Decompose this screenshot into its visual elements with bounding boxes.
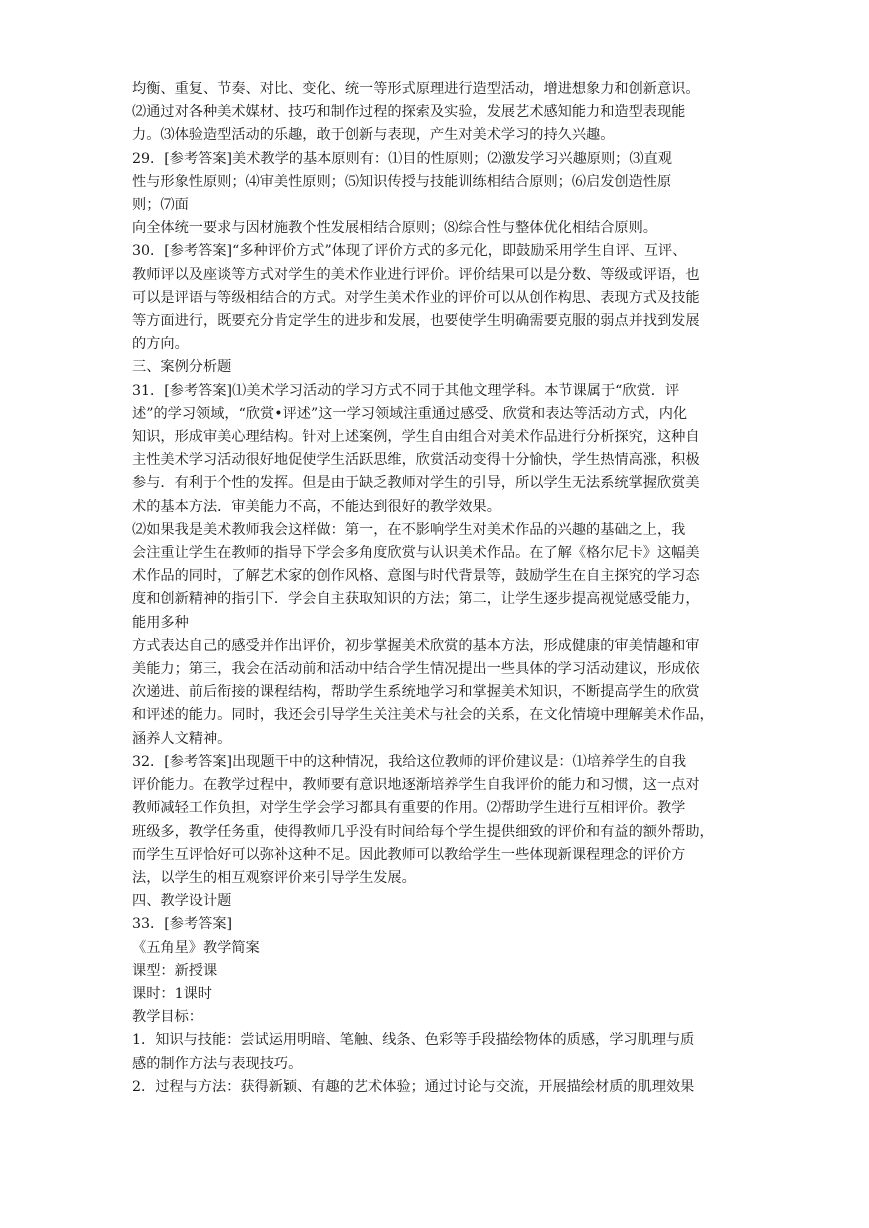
answer-31-line: 31．[参考答案]⑴美术学习活动的学习方式不同于其他文理学科。本节课属于“欣赏．评 [132,382,680,399]
section-heading-case-analysis: 三、案例分析题 [132,359,232,376]
text-line: 教师减轻工作负担，对学生学会学习都具有重要的作用。⑵帮助学生进行互相评价。教学 [132,800,686,817]
text-line: 能用多种 [132,614,189,631]
document-page [132,78,742,1099]
answer-33-line: 33．[参考答案] [132,916,233,933]
text-line: 会注重让学生在教师的指导下学会多角度欣赏与认识美术作品。在了解《格尔尼卡》这幅美 [132,545,700,562]
text-line: 感的制作方法与表现技巧。 [132,1055,303,1072]
text-line: 参与．有利于个性的发挥。但是由于缺乏教师对学生的引导，所以学生无法系统掌握欣赏美 [132,475,700,492]
text-line: 术的基本方法．审美能力不高，不能达到很好的教学效果。 [132,498,501,515]
teaching-objectives-label: 教学目标： [132,1009,203,1026]
text-line: 方式表达自己的感受并作出评价，初步掌握美术欣赏的基本方法，形成健康的审美情趣和审 [132,637,700,654]
text-line: 力。⑶体验造型活动的乐趣，敢于创新与表现，产生对美术学习的持久兴趣。 [132,127,615,144]
text-line: 教师评以及座谈等方式对学生的美术作业进行评价。评价结果可以是分数、等级或评语，也 [132,266,700,283]
objective-1-line: 1．知识与技能：尝试运用明暗、笔触、线条、色彩等手段描绘物体的质感，学习肌理与质 [132,1032,695,1049]
text-line: 性与形象性原则；⑷审美性原则；⑸知识传授与技能训练相结合原则；⑹启发创造性原 [132,173,672,190]
lesson-duration: 课时：1课时 [132,985,212,1002]
section-heading-teaching-design: 四、教学设计题 [132,893,232,910]
text-line: ⑵如果我是美术教师我会这样做：第一，在不影响学生对美术作品的兴趣的基础之上，我 [132,521,686,538]
text-line: 法，以学生的相互观察评价来引导学生发展。 [132,869,416,886]
text-line: 均衡、重复、节奏、对比、变化、统一等形式原理进行造型活动，增进想象力和创新意识。 [132,81,700,97]
text-line: 班级多，教学任务重，使得教师几乎没有时间给每个学生提供细致的评价和有益的额外帮助， [132,823,714,840]
text-line: 次递进、前后衔接的课程结构，帮助学生系统地学习和掌握美术知识，不断提高学生的欣赏 [132,684,700,701]
text-line: 主性美术学习活动很好地促使学生活跃思维，欣赏活动变得十分愉快，学生热情高涨，积极 [132,452,700,469]
text-line: 述”的学习领域，“欣赏•评述”这一学习领域注重通过感受、欣赏和表达等活动方式，内化 [132,405,688,422]
text-line: 知识，形成审美心理结构。针对上述案例，学生自由组合对美术作品进行分析探究，这种自 [132,429,700,446]
lesson-plan-title: 《五角星》教学简案 [132,939,260,956]
lesson-type: 课型：新授课 [132,962,218,979]
text-line: 向全体统一要求与因材施教个性发展相结合原则；⑻综合性与整体优化相结合原则。 [132,220,657,237]
text-line: 涵养人文精神。 [132,730,232,747]
text-line: 术作品的同时，了解艺术家的创作风格、意图与时代背景等，鼓励学生在自主探究的学习态 [132,568,700,585]
answer-29-line: 29．[参考答案]美术教学的基本原则有：⑴目的性原则；⑵激发学习兴趣原则；⑶直观 [132,150,672,167]
text-line: 则；⑺面 [132,197,189,214]
objective-2-line: 2．过程与方法：获得新颖、有趣的艺术体验；通过讨论与交流，开展描绘材质的肌理效果 [132,1078,695,1095]
text-line: ⑵通过对各种美术媒材、技巧和制作过程的探索及实验，发展艺术感知能力和造型表现能 [132,104,686,121]
text-line: 美能力；第三，我会在活动前和活动中结合学生情况提出一些具体的学习活动建议，形成依 [132,661,700,678]
text-line: 和评述的能力。同时，我还会引导学生关注美术与社会的关系，在文化情境中理解美术作品， [132,707,714,724]
text-line: 评价能力。在教学过程中，教师要有意识地逐渐培养学生自我评价的能力和习惯，这一点对 [132,777,700,794]
text-line: 而学生互评恰好可以弥补这种不足。因此教师可以教给学生一些体现新课程理念的评价方 [132,846,686,863]
answer-32-line: 32．[参考答案]出现题干中的这种情况，我给这位教师的评价建议是：⑴培养学生的自我 [132,753,687,770]
text-line: 可以是评语与等级相结合的方式。对学生美术作业的评价可以从创作构思、表现方式及技能 [132,289,700,306]
answer-30-line: 30．[参考答案]“多种评价方式”体现了评价方式的多元化，即鼓励采用学生自评、互评、 [132,243,687,260]
text-line: 的方向。 [132,336,189,353]
text-line: 度和创新精神的指引下．学会自主获取知识的方法；第二，让学生逐步提高视觉感受能力， [132,591,700,608]
text-line: 等方面进行，既要充分肯定学生的进步和发展，也要使学生明确需要克服的弱点并找到发展 [132,313,700,330]
